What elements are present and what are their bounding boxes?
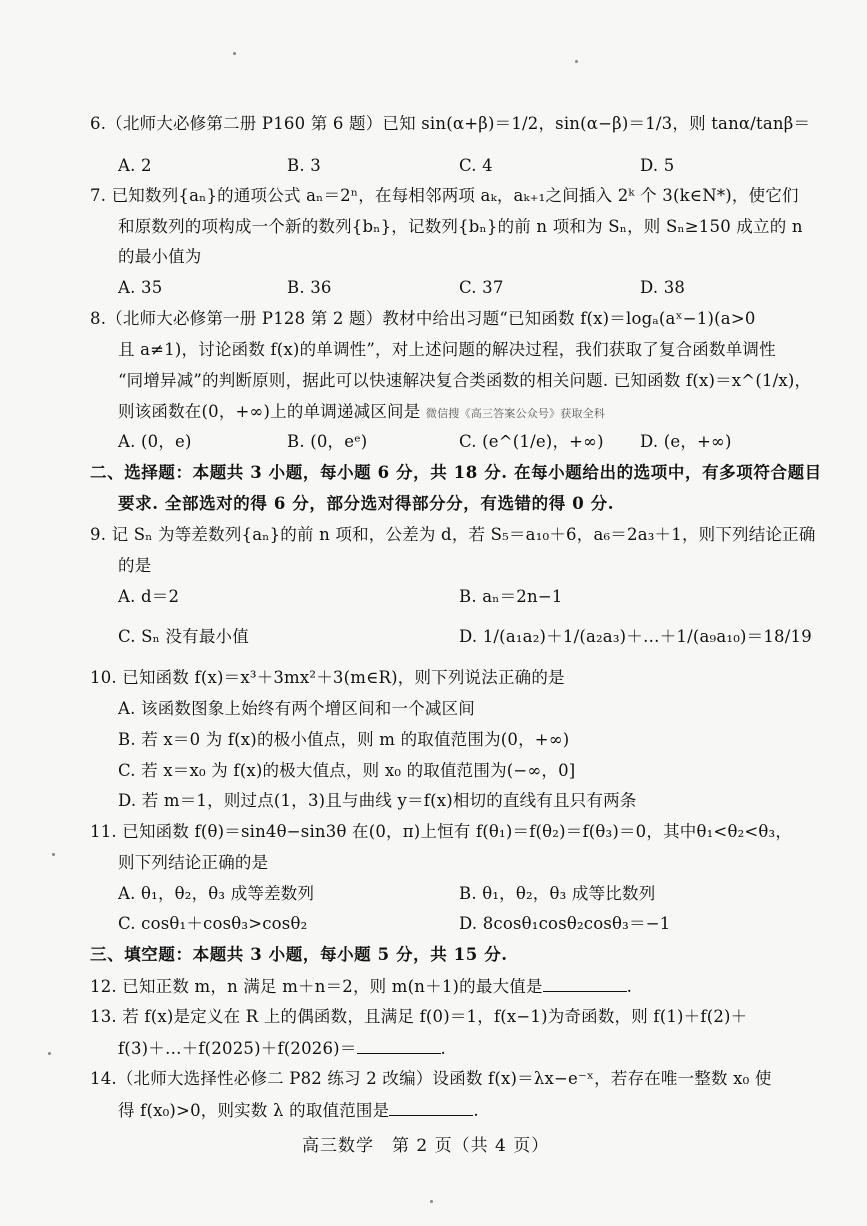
q7-line-2: 和原数列的项构成一个新的数列{bₙ}，记数列{bₙ}的前 n 项和为 Sₙ，则 Sₙ≥150 成立的 n xyxy=(118,217,803,236)
q12-stem: 12. 已知正数 m，n 满足 m＋n＝2，则 m(n＋1)的最大值是 xyxy=(90,977,543,996)
scan-speck xyxy=(575,60,578,63)
q7-line-3: 的最小值为 xyxy=(118,247,202,266)
q10-option-a: A. 该函数图象上始终有两个增区间和一个减区间 xyxy=(118,699,476,718)
q8-option-a: A. (0，e) xyxy=(118,432,192,451)
q13-line-1: 13. 若 f(x)是定义在 R 上的偶函数，且满足 f(0)＝1，f(x−1)为奇函数，则 f(1)＋f(2)＋ xyxy=(90,1007,748,1026)
q8-line-1: 8.（北师大必修第一册 P128 第 2 题）教材中给出习题“已知函数 f(x)＝logₐ(aˣ−1)(a>0 xyxy=(90,309,756,328)
q9-option-c: C. Sₙ 没有最小值 xyxy=(118,627,249,646)
section-3-heading: 三、填空题：本题共 3 小题，每小题 5 分，共 15 分. xyxy=(90,945,508,964)
scan-speck xyxy=(52,853,55,856)
q8-option-b: B. (0，eᵉ) xyxy=(287,432,368,451)
q13-line-2-wrap xyxy=(118,1037,446,1060)
page-footer: 高三数学 第 2 页（共 4 页） xyxy=(302,1136,550,1156)
q11-option-b: B. θ₁，θ₂，θ₃ 成等比数列 xyxy=(459,884,656,903)
q6-stem: 6.（北师大必修第二册 P160 第 6 题）已知 sin(α+β)＝1/2，sin(α−β)＝1/3，则 tanα/tanβ＝ xyxy=(90,114,811,133)
q11-line-2: 则下列结论正确的是 xyxy=(118,853,269,872)
q10-option-d: D. 若 m＝1，则过点(1，3)且与曲线 y＝f(x)相切的直线有且只有两条 xyxy=(118,791,637,810)
q8-line-4-text: 则该函数在(0，+∞)上的单调递减区间是 xyxy=(118,402,421,421)
scan-speck xyxy=(430,1200,433,1203)
q6-option-d: D. 5 xyxy=(640,156,675,175)
q7-line-1: 7. 已知数列{aₙ}的通项公式 aₙ＝2ⁿ，在每相邻两项 aₖ，aₖ₊₁之间插入 2ᵏ 个 3(k∈N*)，使它们 xyxy=(90,186,799,205)
q6-option-a: A. 2 xyxy=(118,156,152,175)
q14-line-2-wrap xyxy=(118,1099,479,1122)
q14-period: . xyxy=(473,1101,479,1120)
q9-option-d: D. 1/(a₁a₂)＋1/(a₂a₃)＋…＋1/(a₉a₁₀)＝18/19 xyxy=(459,627,812,646)
q11-option-a: A. θ₁，θ₂，θ₃ 成等差数列 xyxy=(118,884,315,903)
q8-line-3: “同增异减”的判断原则，据此可以快速解决复合类函数的相关问题. 已知函数 f(x)＝x^(1/x)， xyxy=(118,371,812,390)
q10-option-c: C. 若 x＝x₀ 为 f(x)的极大值点，则 x₀ 的取值范围为(−∞，0] xyxy=(118,761,576,780)
q10-option-b: B. 若 x＝0 为 f(x)的极小值点，则 m 的取值范围为(0，+∞) xyxy=(118,730,570,749)
q10-stem: 10. 已知函数 f(x)＝x³＋3mx²＋3(m∈R)，则下列说法正确的是 xyxy=(90,668,565,687)
q9-line-2: 的是 xyxy=(118,556,152,575)
q7-option-c: C. 37 xyxy=(459,278,504,297)
q7-option-b: B. 36 xyxy=(287,278,332,297)
watermark-text: 微信搜《高三答案公众号》获取全科 xyxy=(425,407,606,420)
scan-speck xyxy=(233,52,236,55)
q14-answer-blank xyxy=(389,1099,473,1116)
q14-line-1: 14.（北师大选择性必修二 P82 练习 2 改编）设函数 f(x)＝λx−e⁻ˣ，若存在唯一整数 x₀ 使 xyxy=(90,1069,772,1088)
q8-option-c: C. (e^(1/e)，+∞) xyxy=(459,432,604,451)
q13-line-2: f(3)＋…＋f(2025)＋f(2026)＝ xyxy=(118,1039,357,1058)
section-2-instructions: 要求. 全部选对的得 6 分，部分选对得部分分，有选错的得 0 分. xyxy=(118,494,615,513)
q9-line-1: 9. 记 Sₙ 为等差数列{aₙ}的前 n 项和，公差为 d，若 S₅＝a₁₀＋6，a₆＝2a₃＋1，则下列结论正确 xyxy=(90,525,816,544)
q12-answer-blank xyxy=(543,975,627,992)
q12-line xyxy=(90,975,632,998)
q13-period: . xyxy=(440,1039,446,1058)
q11-option-d: D. 8cosθ₁cosθ₂cosθ₃＝−1 xyxy=(459,914,671,933)
q9-option-a: A. d＝2 xyxy=(118,587,180,606)
q7-option-a: A. 35 xyxy=(118,278,163,297)
section-2-heading: 二、选择题：本题共 3 小题，每小题 6 分，共 18 分. 在每小题给出的选项中，有多项符合题目 xyxy=(90,463,822,482)
q6-option-b: B. 3 xyxy=(287,156,321,175)
q13-answer-blank xyxy=(357,1037,441,1054)
q7-option-d: D. 38 xyxy=(640,278,686,297)
q8-line-4 xyxy=(118,401,605,425)
q11-line-1: 11. 已知函数 f(θ)＝sin4θ−sin3θ 在(0，π)上恒有 f(θ₁)＝f(θ₂)＝f(θ₃)＝0，其中θ₁<θ₂<θ₃， xyxy=(90,822,793,841)
q11-option-c: C. cosθ₁＋cosθ₃>cosθ₂ xyxy=(118,914,308,933)
q6-option-c: C. 4 xyxy=(459,156,493,175)
q8-option-d: D. (e，+∞) xyxy=(640,432,732,451)
q8-line-2: 且 a≠1)，讨论函数 f(x)的单调性”，对上述问题的解决过程，我们获取了复合函数单调性 xyxy=(118,340,776,359)
q12-period: . xyxy=(626,977,633,996)
scan-speck xyxy=(48,1052,51,1055)
q14-line-2: 得 f(x₀)>0，则实数 λ 的取值范围是 xyxy=(118,1101,390,1120)
q9-option-b: B. aₙ＝2n−1 xyxy=(459,587,563,606)
